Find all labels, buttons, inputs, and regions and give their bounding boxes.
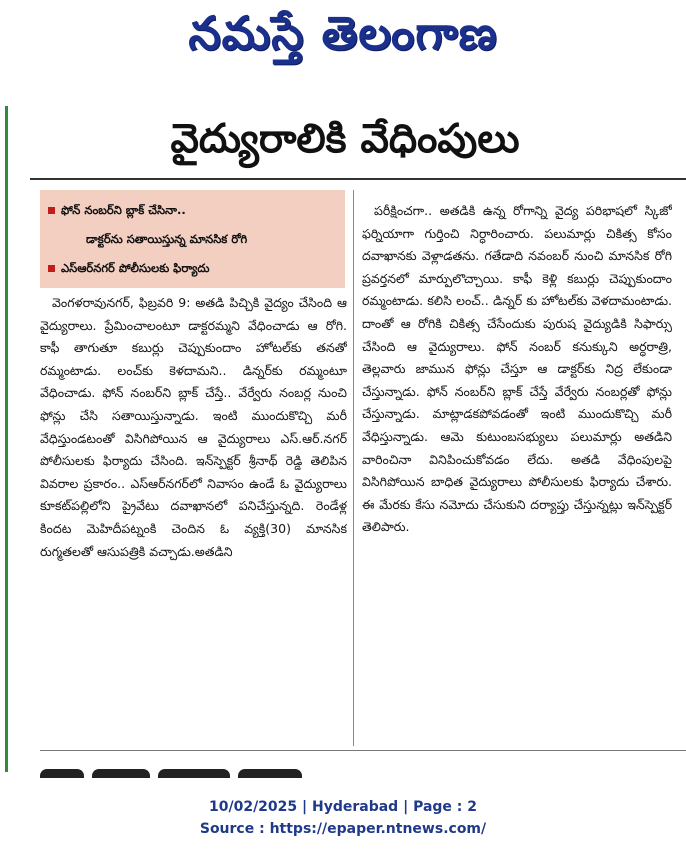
deck-item: [48, 254, 337, 283]
bottom-rule: [40, 750, 686, 751]
deck-text: ఎస్ఆర్‌నగర్ పోలీసులకు ఫిర్యాదు: [61, 261, 210, 275]
deck-text: డాక్టర్‌ను సతాయిస్తున్న మానసిక రోగి: [86, 232, 248, 246]
margin-bar: [5, 106, 8, 772]
article-column-right: [362, 200, 672, 744]
article-column-left: [40, 292, 347, 744]
deck-box: [40, 190, 345, 288]
page-footer: [0, 796, 686, 840]
article-paragraph: పరీక్షించగా.. అతడికి ఉన్న రోగాన్ని వైద్య పరిభాషలో స్కిజో ఫర్నియాగా గుర్తించి నిర్ధారించారు. పలుమార్లు చికిత్స కోసం దవాఖానకు వెళ్లాడతను. గతేడాది నవంబర్ నుంచి మానసిక రోగి ప్రవర్తనలో మార్పులొచ్చాయి. కాఫీ కెళ్లి కబుర్లు చెప్పుకుందాం రమ్మంటాడు. కలిసి లంచ్.. డిన్నర్ కు హోటల్‌కు వెళదామంటాడు. దాంతో ఆ రోగికి చికిత్స చేసేందుకు పురుష వైద్యుడికి సిఫార్సు చేసింది ఆ వైద్యురాలు. ఫోన్ నంబర్ కనుక్కుని అర్ధరాత్రి, తెల్లవారు జామున ఫోన్లు చేస్తూ ఆ డాక్టర్‌కు నిద్ర లేకుండా చేస్తున్నాడు. ఫోన్ నంబర్‌ని బ్లాక్ చేస్తే వేర్వేరు నంబర్లతో ఫోన్లు చేస్తున్నాడు. మాట్లాడకపోవడంతో ఇంటి ముందుకొచ్చి మరీ వేధిస్తున్నాడు. ఆమె కుటుంబసభ్యులు పలుమార్లు అతడిని వారించినా వినిపించుకోవడం లేదు. అతడి వేధింపులపై విసిగిపోయిన బాధిత వైద్యురాలు పోలీసులకు ఫిర్యాదు చేశారు. ఈ మేరకు కేసు నమోదు చేసుకుని దర్యాప్తు చేస్తున్నట్లు ఇన్‌స్పెక్టర్ తెలిపారు.: [362, 203, 672, 535]
newspaper-logo: నమస్తే తెలంగాణ: [188, 6, 498, 60]
article-headline: వైద్యురాలికి వేధింపులు: [170, 116, 520, 162]
bullet-icon: [48, 265, 55, 272]
dateline: 10/02/2025 | Hyderabad | Page : 2: [208, 799, 478, 815]
source-link[interactable]: Source : https://epaper.ntnews.com/: [199, 821, 487, 837]
deck-text: ఫోన్ నంబర్‌ని బ్లాక్ చేసినా..: [61, 203, 186, 217]
column-divider: [353, 190, 354, 746]
masthead: [0, 0, 686, 80]
headline-rule: [30, 178, 686, 180]
bullet-icon: [48, 207, 55, 214]
deck-item: [48, 225, 337, 254]
cropped-next-headline: [40, 764, 400, 778]
article-paragraph: వెంగళరావునగర్, ఫిబ్రవరి 9: అతడి పిచ్చికి వైద్యం చేసింది ఆ వైద్యురాలు. ప్రేమించాలంటూ డాక్టరమ్మని వేధించాడు ఆ రోగి. కాఫీ తాగుతూ కబుర్లు చెప్పుకుందాం హోటల్‌కు తనతో రమ్మంటాడు. లంచ్‌కు కెళదామని.. డిన్నర్‌కు రమ్మంటూ వేధించాడు. ఫోన్ నంబర్‌ని బ్లాక్ చేస్తే.. వేర్వేరు నంబర్ల నుంచి ఫోన్లు చేసి సతాయిస్తున్నాడు. ఇంటి ముందుకొచ్చి మరీ వేధిస్తుండటంతో విసిగిపోయిన ఆ వైద్యురాలు ఎస్.ఆర్.నగర్ పోలీసులకు ఫిర్యాదు చేసింది. ఇన్‌స్పెక్టర్ శ్రీనాథ్ రెడ్డి తెలిపిన వివరాల ప్రకారం.. ఎస్ఆర్‌నగర్‌లో నివాసం ఉండే ఓ వైద్యురాలు కూకట్‌పల్లిలోని ప్రైవేటు దవాఖానలో పనిచేస్తున్నది. రెండేళ్ల కిందట మెహిదీపట్నంకి చెందిన ఓ వ్యక్తి(30) మానసిక రుగ్మతలతో ఆసుపత్రికి వచ్చాడు.అతడిని: [40, 295, 347, 559]
deck-item: [48, 196, 337, 225]
news-clipping: [0, 100, 686, 778]
